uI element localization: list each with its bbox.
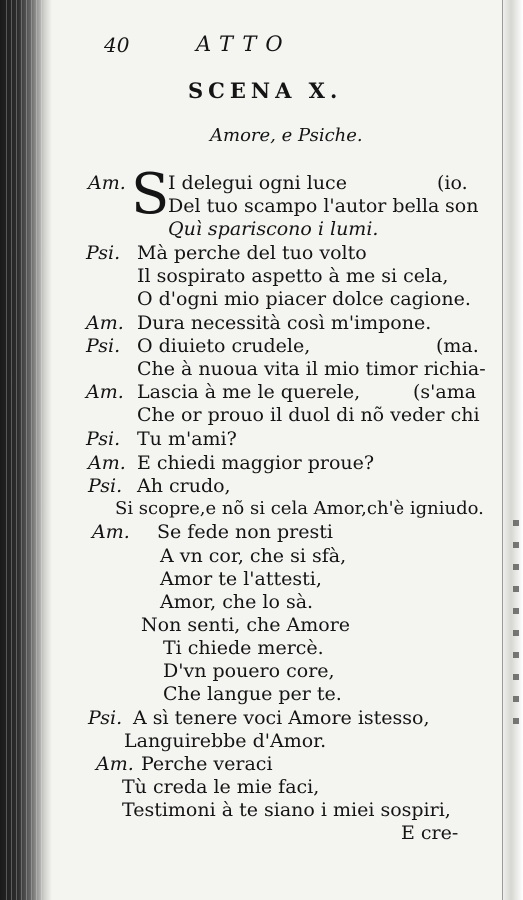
speaker-label: Am. [92, 521, 130, 543]
verse-overflow: (s'ama [413, 381, 477, 403]
gutter-texture [6, 0, 46, 900]
verse-line: Se fede non presti [157, 521, 333, 543]
verse-line: Languirebbe d'Amor. [124, 730, 327, 752]
verse-line: Tu m'ami? [137, 428, 237, 450]
verse-line: Non senti, che Amore [141, 614, 351, 636]
speaker-label: Psi. [86, 428, 121, 450]
speaker-label: Psi. [86, 335, 121, 357]
page-number: 40 [104, 33, 130, 57]
verse-line: Ah crudo, [137, 475, 231, 497]
verse-overflow: (ma. [436, 335, 479, 357]
verse-line: A sì tenere voci Amore istesso, [133, 707, 430, 729]
edge-marks [513, 520, 519, 740]
speaker-label: Am. [86, 381, 124, 403]
drop-cap: S [131, 162, 170, 227]
verse-line: Amor, che lo sà. [160, 591, 314, 613]
verse-overflow: son [445, 195, 479, 217]
verse-overflow: (io. [437, 172, 468, 194]
verse-line: Perche veraci [141, 753, 273, 775]
verse-line: D'vn pouero core, [163, 660, 335, 682]
scene-characters: Amore, e Psiche. [210, 125, 363, 146]
running-head: ATTO [196, 32, 292, 56]
verse-line: Si scopre,e nõ si cela Amor,ch'è igniudo. [115, 498, 484, 519]
speaker-label: Am. [88, 172, 126, 194]
verse-line: Mà perche del tuo volto [137, 242, 367, 264]
speaker-label: Am. [88, 452, 126, 474]
stage-direction: Quì spariscono i lumi. [168, 218, 379, 240]
verse-line: A vn cor, che si sfà, [160, 545, 347, 567]
page-right-edge [502, 0, 523, 900]
verse-line: Amor te l'attesti, [160, 568, 322, 590]
verse-line: Che langue per te. [163, 683, 342, 705]
speaker-label: Psi. [86, 242, 121, 264]
verse-line: Del tuo scampo l'autor bella [168, 195, 440, 217]
speaker-label: Am. [86, 312, 124, 334]
verse-line: Il sospirato aspetto à me si cela, [137, 265, 449, 287]
verse-line: Tù creda le mie faci, [122, 776, 320, 798]
speaker-label: Psi. [88, 475, 123, 497]
verse-line: E chiedi maggior proue? [137, 452, 375, 474]
catchword: E cre- [401, 822, 459, 844]
speaker-label: Psi. [88, 707, 123, 729]
verse-line: O diuieto crudele, [137, 335, 311, 357]
verse-line: Che à nuoua vita il mio timor richia- [137, 358, 486, 380]
binding-gutter [0, 0, 52, 900]
verse-line: I delegui ogni luce [168, 172, 347, 194]
verse-line: Dura necessità così m'impone. [137, 312, 432, 334]
verse-line: Ti chiede mercè. [163, 637, 324, 659]
verse-line: Lascia à me le querele, [137, 381, 361, 403]
speaker-label: Am. [96, 753, 134, 775]
verse-line: Che or prouo il duol di nõ veder chi [137, 404, 480, 426]
verse-line: O d'ogni mio piacer dolce cagione. [137, 288, 471, 310]
scene-title: SCENA X. [188, 78, 343, 103]
verse-line: Testimoni à te siano i miei sospiri, [122, 799, 451, 821]
